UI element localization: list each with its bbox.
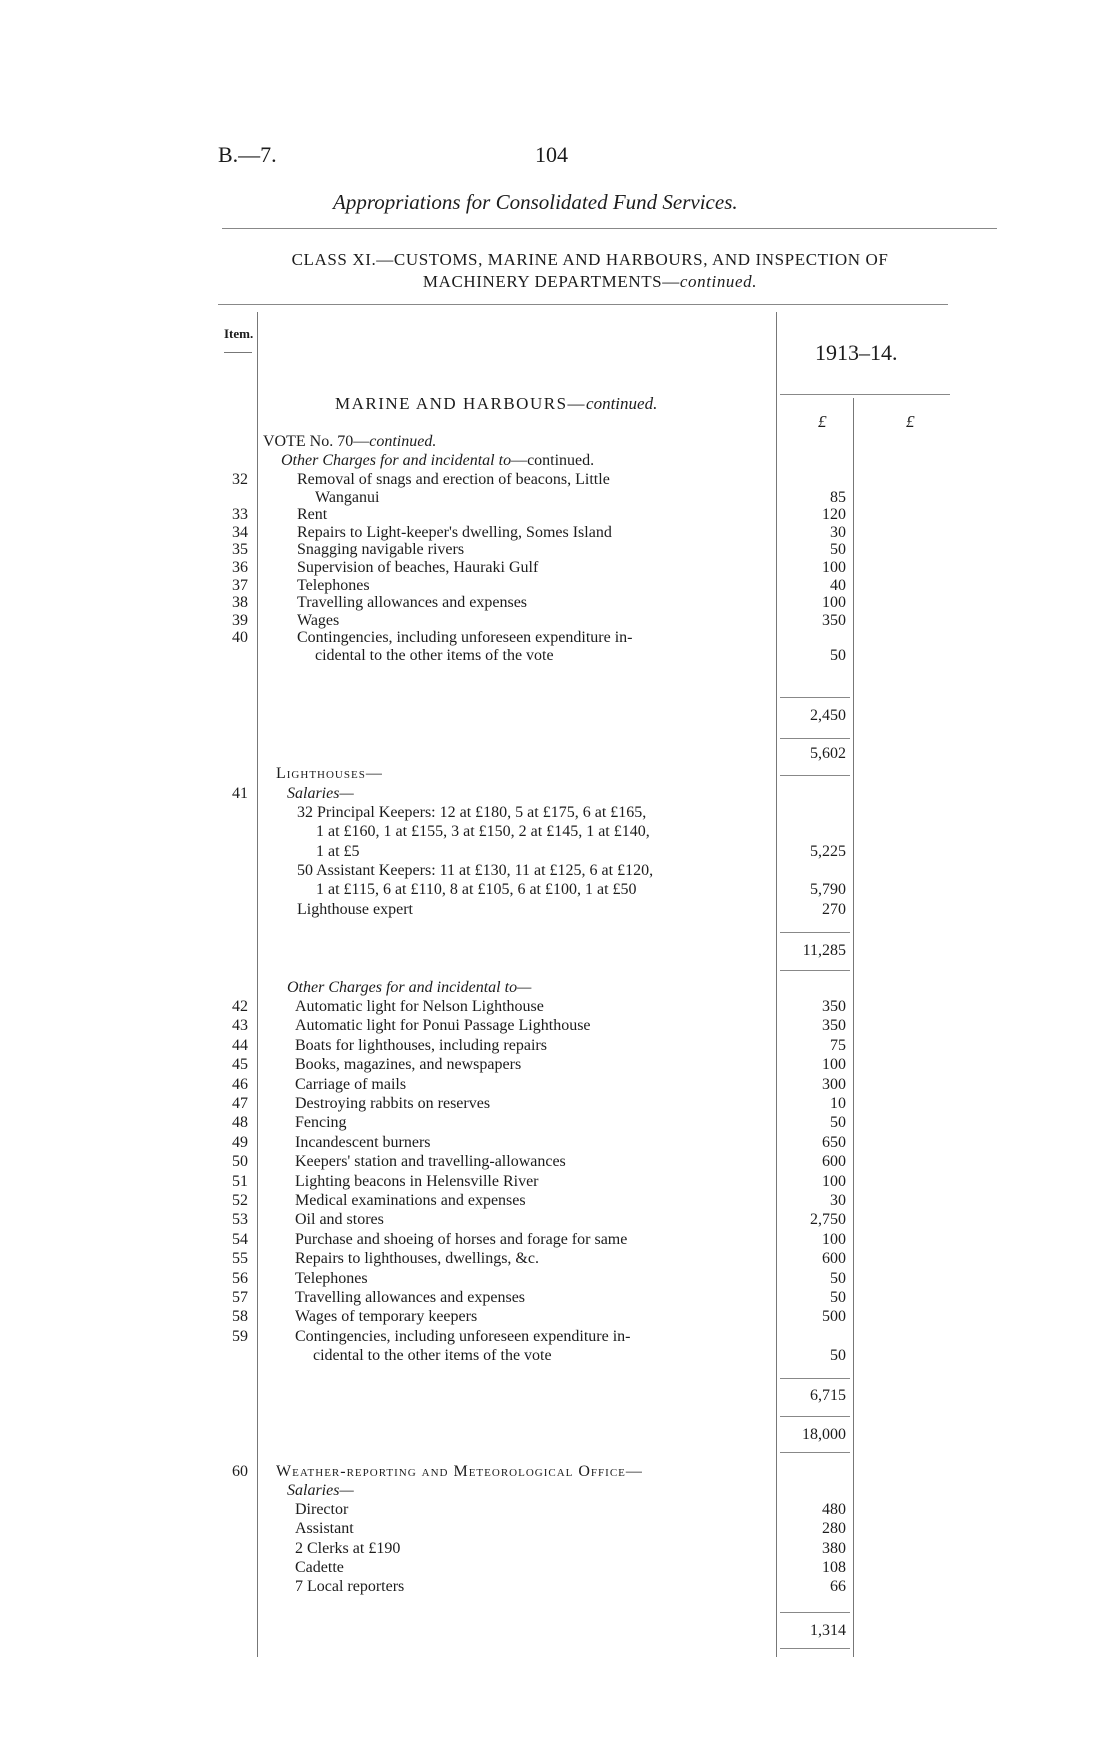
marine-total-rule: [780, 738, 850, 739]
marine-amount: 85: [830, 488, 846, 506]
marine-description: Wages: [297, 611, 340, 629]
weather-amount: 108: [822, 1558, 846, 1576]
lighthouse-description: Oil and stores: [295, 1211, 384, 1229]
lighthouse-amount: 50: [830, 1289, 846, 1306]
item-number: 55: [232, 1250, 248, 1268]
class-heading-line1: CLASS XI.—CUSTOMS, MARINE AND HARBOURS, AND INSPECTION OF: [291, 250, 889, 269]
weather-total: 1,314: [810, 1622, 846, 1639]
item-number-60: 60: [232, 1463, 248, 1480]
item-number: 32: [232, 471, 248, 488]
weather-heading: Weather-reporting and Meteorological Office—: [276, 1463, 643, 1480]
class-heading-italic: continued.: [679, 272, 758, 291]
running-title: Appropriations for Consolidated Fund Services.: [333, 190, 738, 214]
item-number: 34: [232, 523, 248, 541]
lighthouses-salaries-label: Salaries—: [287, 785, 354, 802]
weather-amount: 66: [830, 1578, 846, 1596]
marine-other-charges-italic: Other Charges for and incidental to: [281, 452, 512, 469]
marine-heading-main: MARINE AND HARBOURS—: [335, 394, 587, 413]
lighthouse-amount: 650: [822, 1133, 846, 1151]
item-number: 40: [232, 629, 248, 647]
year-rule: [780, 394, 950, 395]
salary-description: Lighthouse expert: [297, 900, 413, 918]
salary-description: 50 Assistant Keepers: 11 at £130, 11 at £125, 6 at £120,: [297, 861, 654, 879]
lighthouse-amount: 50: [830, 1347, 846, 1365]
marine-description: Rent: [297, 506, 328, 524]
salary-amount: 5,225: [810, 842, 846, 860]
item-number: 49: [232, 1133, 248, 1151]
lighthouse-amount: 10: [830, 1095, 846, 1112]
amount-column-divider-right: [853, 398, 854, 1657]
currency-col2: £: [906, 412, 915, 431]
marine-amount: 50: [830, 541, 846, 559]
lighthouses-other-charges-label: Other Charges for and incidental to—: [287, 979, 532, 996]
item-number: 52: [232, 1192, 248, 1209]
vote-heading: [263, 432, 436, 452]
lighthouse-description: Incandescent burners: [295, 1133, 431, 1151]
item-column-header: Item.: [224, 326, 254, 341]
lighthouse-amount: 100: [822, 1172, 846, 1190]
item-number: 45: [232, 1056, 248, 1074]
marine-description: Removal of snags and erection of beacons, Little: [297, 471, 610, 488]
item-number: 44: [232, 1036, 248, 1054]
lighthouse-description: Destroying rabbits on reserves: [295, 1095, 491, 1112]
item-number: 59: [232, 1327, 248, 1345]
item-number: 39: [232, 611, 248, 629]
weather-description: Director: [295, 1501, 349, 1518]
lighthouse-amount: 100: [822, 1056, 846, 1074]
lighthouse-amount: 100: [822, 1230, 846, 1248]
marine-heading: [335, 394, 657, 414]
lighthouse-amount: 600: [822, 1250, 846, 1268]
weather-total-underline: [780, 1648, 850, 1649]
lighthouse-description: Boats for lighthouses, including repairs: [295, 1036, 547, 1054]
year-column-header: 1913–14.: [815, 340, 898, 365]
lighthouse-amount: 300: [822, 1075, 846, 1093]
item-number: 43: [232, 1017, 248, 1035]
marine-other-charges-label: [281, 451, 594, 471]
item-number: 58: [232, 1308, 248, 1326]
lighthouse-total-rule: [780, 1416, 850, 1417]
marine-total: 5,602: [810, 745, 846, 762]
weather-description: 2 Clerks at £190: [295, 1539, 401, 1557]
lighthouse-description: Purchase and shoeing of horses and forage for same: [295, 1230, 628, 1248]
item-number: 35: [232, 541, 248, 559]
salaries-total-rule: [780, 932, 850, 933]
marine-other-charges-tail: —continued.: [511, 452, 595, 469]
lighthouse-total-underline: [780, 1452, 850, 1453]
item-number: 53: [232, 1211, 248, 1229]
weather-description: Cadette: [295, 1558, 344, 1576]
marine-description: Snagging navigable rivers: [297, 541, 465, 559]
weather-amount: 280: [822, 1520, 846, 1538]
lighthouse-description: Carriage of mails: [295, 1075, 407, 1093]
weather-description: Assistant: [295, 1520, 354, 1538]
lighthouse-description: Automatic light for Nelson Lighthouse: [295, 998, 544, 1015]
salary-description: 1 at £115, 6 at £110, 8 at £105, 6 at £100, 1 at £50: [316, 881, 637, 899]
salary-description: 32 Principal Keepers: 12 at £180, 5 at £175, 6 at £165,: [297, 804, 647, 821]
item-column-divider: [257, 312, 258, 1657]
salary-amount: 5,790: [810, 881, 846, 899]
item-number: 50: [232, 1153, 248, 1171]
page-number: 104: [535, 142, 568, 167]
document-reference: B.—7.: [218, 142, 277, 167]
marine-description: Telephones: [297, 576, 370, 594]
header-rule: [222, 228, 997, 229]
item-number: 54: [232, 1230, 248, 1248]
lighthouses-heading: Lighthouses—: [276, 765, 383, 782]
lighthouse-description: Contingencies, including unforeseen expenditure in-: [295, 1327, 631, 1345]
lighthouse-amount: 75: [830, 1036, 846, 1054]
class-heading-line2: [200, 272, 980, 292]
lighthouse-amount: 2,750: [810, 1211, 846, 1229]
weather-description: 7 Local reporters: [295, 1578, 405, 1596]
item-number: 46: [232, 1075, 248, 1093]
lighthouse-description: Medical examinations and expenses: [295, 1192, 526, 1209]
marine-amount: 100: [822, 594, 846, 612]
lighthouse-description: Lighting beacons in Helensville River: [295, 1172, 539, 1190]
item-number-41: 41: [232, 785, 248, 802]
marine-heading-italic: continued.: [586, 394, 658, 413]
item-number: 42: [232, 998, 248, 1015]
vote-italic: continued.: [369, 433, 437, 450]
salary-description: 1 at £160, 1 at £155, 3 at £150, 2 at £145, 1 at £140,: [316, 823, 650, 841]
lighthouse-salaries-total: 11,285: [802, 942, 846, 959]
item-number: 47: [232, 1095, 248, 1112]
lighthouse-description: Fencing: [295, 1114, 347, 1132]
item-number: 33: [232, 506, 248, 524]
marine-amount: 30: [830, 523, 846, 541]
item-number: 56: [232, 1269, 248, 1287]
lighthouse-description: Books, magazines, and newspapers: [295, 1056, 522, 1074]
marine-total-underline: [780, 775, 850, 776]
vote-main: VOTE No. 70—: [263, 433, 370, 450]
lighthouse-amount: 600: [822, 1153, 846, 1171]
item-number: 57: [232, 1289, 248, 1306]
lighthouse-total: 18,000: [802, 1426, 846, 1443]
marine-amount: 50: [830, 647, 846, 664]
lighthouse-amount: 500: [822, 1308, 846, 1326]
lighthouse-description: Wages of temporary keepers: [295, 1308, 478, 1326]
marine-subtotal-rule: [780, 697, 850, 698]
marine-amount: 350: [822, 611, 846, 629]
currency-col1: £: [818, 412, 827, 431]
lighthouse-other-total-rule: [780, 1378, 850, 1379]
weather-amount: 480: [822, 1501, 846, 1518]
marine-description: Contingencies, including unforeseen expenditure in-: [297, 629, 633, 647]
marine-description-cont: Wanganui: [315, 488, 380, 506]
item-number: 37: [232, 576, 248, 594]
item-header-underline: [224, 352, 252, 353]
marine-description: Repairs to Light-keeper's dwelling, Somes Island: [297, 523, 612, 541]
marine-description-cont: cidental to the other items of the vote: [315, 647, 554, 664]
item-number: 51: [232, 1172, 248, 1190]
marine-subtotal: 2,450: [810, 707, 846, 724]
lighthouse-amount: 50: [830, 1114, 846, 1132]
lighthouse-description: Travelling allowances and expenses: [295, 1289, 526, 1306]
salaries-total-underline: [780, 970, 850, 971]
salary-description: 1 at £5: [316, 842, 360, 860]
item-number: 36: [232, 559, 248, 576]
marine-description: Supervision of beaches, Hauraki Gulf: [297, 559, 539, 576]
weather-salaries-label: Salaries—: [287, 1482, 354, 1499]
marine-description: Travelling allowances and expenses: [297, 594, 528, 612]
lighthouse-description: Telephones: [295, 1269, 368, 1287]
lighthouse-description-cont: cidental to the other items of the vote: [313, 1347, 552, 1365]
class-heading-main: MACHINERY DEPARTMENTS—: [422, 272, 680, 291]
lighthouse-amount: 350: [822, 1017, 846, 1035]
lighthouse-amount: 50: [830, 1269, 846, 1287]
lighthouse-amount: 30: [830, 1192, 846, 1209]
table-top-rule: [218, 304, 948, 305]
lighthouse-description: Keepers' station and travelling-allowances: [295, 1153, 566, 1171]
lighthouse-amount: 350: [822, 998, 846, 1015]
lighthouse-description: Repairs to lighthouses, dwellings, &c.: [295, 1250, 539, 1268]
lighthouse-description: Automatic light for Ponui Passage Lighthouse: [295, 1017, 591, 1035]
item-number: 48: [232, 1114, 248, 1132]
marine-amount: 40: [830, 576, 846, 594]
marine-amount: 100: [822, 559, 846, 576]
lighthouse-other-total: 6,715: [810, 1387, 846, 1404]
marine-amount: 120: [822, 506, 846, 524]
weather-amount: 380: [822, 1539, 846, 1557]
weather-total-rule: [780, 1612, 850, 1613]
salary-amount: 270: [822, 900, 846, 918]
item-number: 38: [232, 594, 248, 612]
